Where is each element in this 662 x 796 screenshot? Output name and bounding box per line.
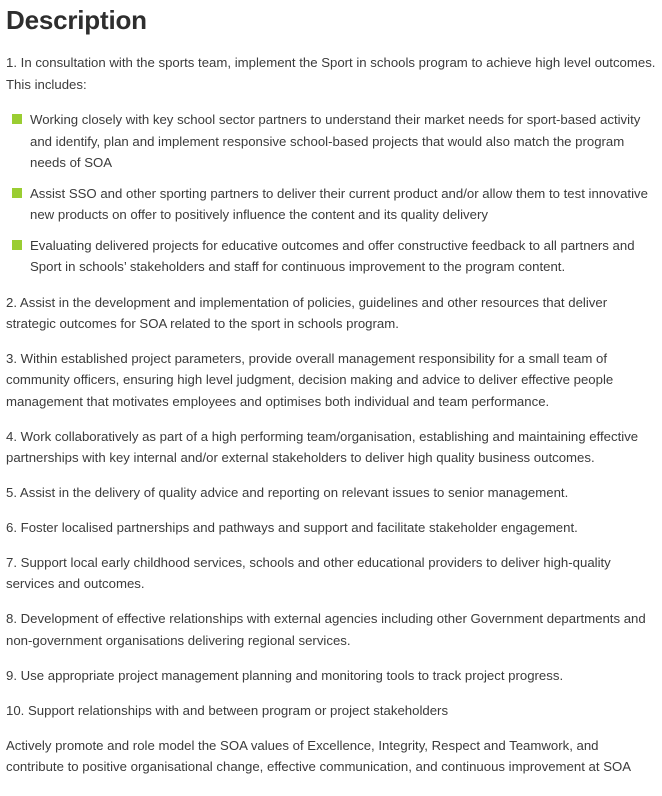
duty-paragraph: 3. Within established project parameters, provide overall management responsibility for a small team of community officers, ensuring high level judgment, decision making and advice to deliver effective people management that motivates employees and optimises both individual and team performance.	[6, 350, 614, 409]
square-bullet-icon	[12, 114, 22, 124]
duty-paragraph: 10. Support relationships with and between program or project stakeholders	[6, 702, 449, 718]
duty-paragraph: 2. Assist in the development and implementation of policies, guidelines and other resources that deliver strategic outcomes for SOA related to the sport in schools program.	[6, 294, 608, 331]
page-title: Description	[6, 5, 147, 35]
list-item-text: Evaluating delivered projects for educative outcomes and offer constructive feedback to all partners and Sport in schools’ stakeholders and staff for continuous improvement to the program content.	[30, 237, 635, 274]
list-item-text: Assist SSO and other sporting partners to deliver their current product and/or allow them to test innovative new products on offer to positively influence the content and its quality delivery	[30, 185, 648, 222]
values-paragraph: Actively promote and role model the SOA values of Excellence, Integrity, Respect and Teamwork, and contribute to positive organisational change, effective communication, and continuous improvement at SOA	[6, 737, 632, 775]
duty-paragraph: 8. Development of effective relationships with external agencies including other Government departments and non-government organisations delivering regional services.	[6, 611, 646, 648]
intro-paragraph: 1. In consultation with the sports team, implement the Sport in schools program to achieve high level outcomes. This includes:	[6, 55, 656, 92]
duty-paragraph: 9. Use appropriate project management planning and monitoring tools to track project progress.	[6, 667, 564, 683]
duty-paragraph: 6. Foster localised partnerships and pathways and support and facilitate stakeholder engagement.	[6, 520, 578, 536]
square-bullet-icon	[12, 240, 22, 250]
square-bullet-icon	[12, 188, 22, 198]
list-item	[30, 109, 656, 174]
list-item	[30, 183, 656, 226]
duty-paragraph: 7. Support local early childhood services, schools and other educational providers to deliver high-quality services and outcomes.	[6, 554, 611, 592]
bullet-list	[6, 109, 656, 278]
duty-paragraph: 5. Assist in the delivery of quality advice and reporting on relevant issues to senior management.	[6, 485, 569, 501]
duty-paragraph: 4. Work collaboratively as part of a high performing team/organisation, establishing and maintaining effective partnerships with key internal and/or external stakeholders to deliver high quality business outcomes.	[6, 428, 639, 466]
list-item	[30, 235, 656, 278]
list-item-text: Working closely with key school sector partners to understand their market needs for sport-based activity and identify, plan and implement responsive school-based projects that would also match the program needs of SOA	[30, 112, 641, 170]
